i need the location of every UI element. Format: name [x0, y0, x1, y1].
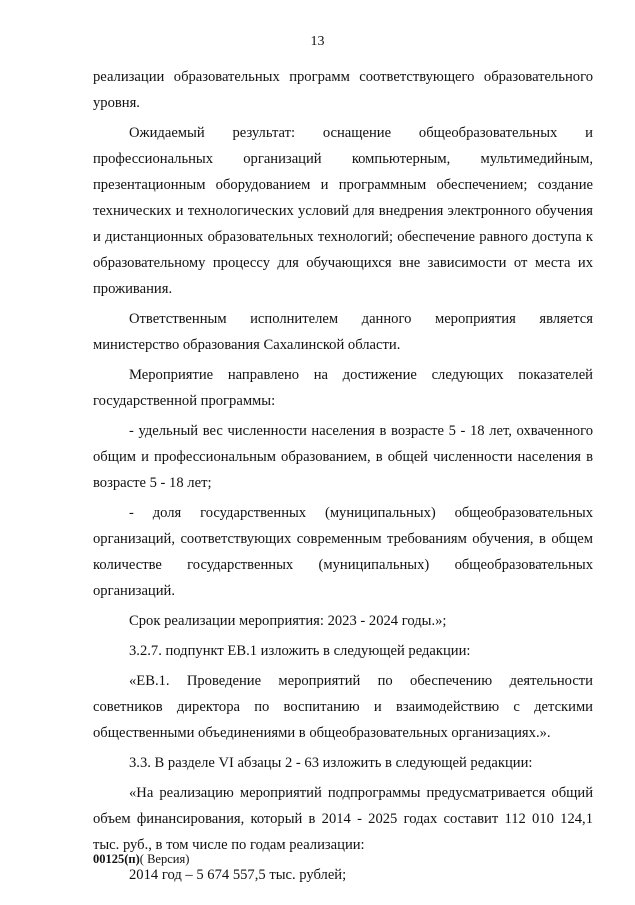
paragraph-1: реализации образовательных программ соответствующего образовательного уровня.: [93, 69, 593, 111]
document-body: [93, 64, 593, 888]
paragraph-term: Срок реализации мероприятия: 2023 - 2024 годы.»;: [129, 613, 447, 629]
paragraph-indicator-1: - удельный вес численности населения в возрасте 5 - 18 лет, охваченного общим и профессиональным образованием, в общей численности населения в возрасте 5 - 18 лет;: [93, 423, 593, 491]
paragraph-3-2-7: 3.2.7. подпункт ЕВ.1 изложить в следующей редакции:: [129, 643, 471, 659]
footer-version: [93, 852, 189, 867]
paragraph-3-3: 3.3. В разделе VI абзацы 2 - 63 изложить в следующей редакции:: [129, 755, 533, 771]
footer-code: 00125(п): [93, 852, 140, 866]
paragraph-eb1: «ЕВ.1. Проведение мероприятий по обеспечению деятельности советников директора по воспитанию и взаимодействию с детскими общественными объединениями в общеобразовательных организациях.».: [93, 673, 593, 741]
paragraph-indicator-2: - доля государственных (муниципальных) общеобразовательных организаций, соответствующих современным требованиям обучения, в общем количестве государственных (муниципальных) общеобразовательных организаций.: [93, 505, 593, 599]
paragraph-expected-result: Ожидаемый результат: оснащение общеобразовательных и профессиональных организаций компьютерным, мультимедийным, презентационным оборудованием и программным обеспечением; создание технических и технологических условий для внедрения электронного обучения и дистанционных образовательных технологий; обеспечение равного доступа к образовательному процессу для обучающихся вне зависимости от места их проживания.: [93, 125, 593, 297]
paragraph-responsible: Ответственным исполнителем данного мероприятия является министерство образования Сахалинской области.: [93, 311, 593, 353]
paragraph-financing: «На реализацию мероприятий подпрограммы предусматривается общий объем финансирования, который в 2014 - 2025 годах составит 112 010 124,1 тыс. руб., в том числе по годам реализации:: [93, 785, 593, 853]
paragraph-indicators-intro: Мероприятие направлено на достижение следующих показателей государственной программы:: [93, 367, 593, 409]
paragraph-2014: 2014 год – 5 674 557,5 тыс. рублей;: [129, 867, 347, 883]
footer-version-label: ( Версия): [139, 852, 190, 866]
page-number: 13: [310, 34, 325, 49]
